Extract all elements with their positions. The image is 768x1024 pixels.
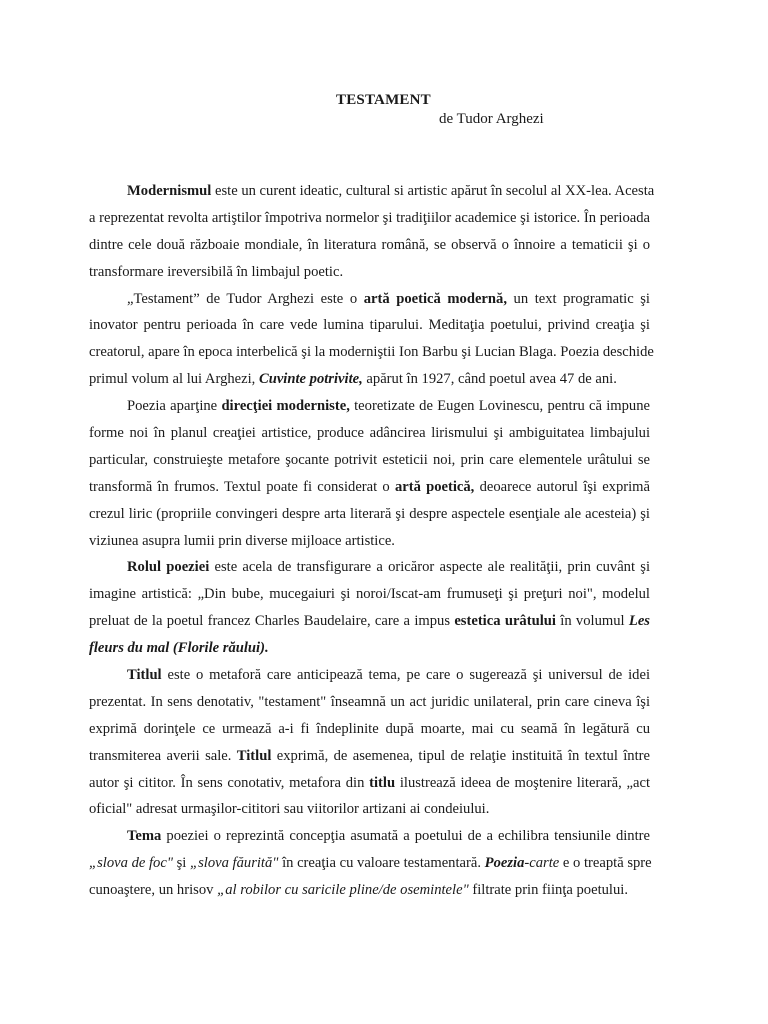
text-run: este acela de transfigurare a oricăror aspecte ale realităţii, prin cuvânt şi [209,559,650,576]
text-line [89,232,650,259]
text-line [89,205,650,232]
text-run: teoretizate de Eugen Lovinescu, pentru că impune [349,398,650,415]
text-line [89,689,650,716]
paragraph [89,554,650,662]
text-line [89,796,650,823]
text-run: particular, construieşte metafore şocante potrivit esteticii noi, prin care elementele urâtului se [89,451,650,468]
text-line [89,770,650,797]
text-run: filtrate prin fiinţa poetului. [468,882,628,899]
paragraph [89,393,650,554]
italic-text: -carte [524,855,560,872]
bold-text: direcţiei moderniste, [221,398,350,415]
document-author: de Tudor Arghezi [439,111,544,127]
text-line [89,312,650,339]
text-run: creatorul, apare în epoca interbelică şi la moderniştii Ion Barbu şi Lucian Blaga. Poezia deschide [89,344,654,361]
text-run: imagine artistică: „Din bube, mucegaiuri şi noroi/Iscat-am frumuseţi şi preţuri noi", modelul [89,586,650,603]
bold-text: Les [628,613,650,630]
text-line [89,581,650,608]
text-run: este o metaforă care anticipează tema, pe care o sugerează şi universul de idei [161,667,650,684]
text-run: cunoaştere, un hrisov [89,882,218,899]
paragraph [89,662,650,823]
bold-text: Tema [127,828,162,845]
text-run: transformare ireversibilă în limbajul poetic. [89,263,344,280]
text-line [89,528,650,555]
text-run: un text programatic şi [506,290,650,307]
text-run: Poezia aparţine [127,398,222,415]
bold-text: titlu [369,774,396,791]
text-run: inovator pentru perioada în care vede lumina tiparului. Meditaţia poetului, privind creaţia şi [89,317,650,334]
text-run: oficial" adresat urmaşilor-cititori sau viitorilor artizani ai condeiului. [89,801,490,818]
text-line [89,339,654,366]
text-run: în volumul [555,613,629,630]
text-line [89,286,650,313]
text-line [89,259,650,286]
text-run: în creaţia cu valoare testamentară. [278,855,485,872]
bold-text: Rolul poeziei [127,559,210,576]
italic-text: „slova de foc" [89,855,173,872]
text-run: deoarece autorul îşi exprimă [474,478,651,495]
text-line [89,366,650,393]
paragraph [89,178,655,286]
text-line [89,608,650,635]
text-line [89,447,650,474]
paragraph [89,286,654,394]
document-title: TESTAMENT [336,92,431,108]
text-run: poeziei o reprezintă concepţia asumată a poetului de a echilibra tensiunile dintre [161,828,650,845]
text-run: „Testament” de Tudor Arghezi este o [127,290,364,307]
text-line [89,743,650,770]
text-run: forme noi în planul creaţiei artistice, produce adâncirea lirismului şi ambiguitatea limbajului [89,425,650,442]
text-line [89,716,650,743]
bold-text: fleurs du mal (Florile răului). [89,640,269,657]
text-line [89,554,650,581]
text-line [89,420,650,447]
text-line [89,635,650,662]
text-run: transmiterea averii sale. [89,747,237,764]
text-run: autor şi cititor. În sens conotativ, metafora din [89,774,370,791]
text-run: viziunea asupra lumii prin diverse mijloace artistice. [89,532,395,549]
bold-text: Modernismul [127,183,212,199]
italic-text: „al robilor cu saricile pline/de osemintele" [217,882,469,899]
text-run: e o treaptă spre [559,855,652,872]
text-line [89,662,650,689]
text-run: este un curent ideatic, cultural si artistic apărut în secolul al XX-lea. Acesta [211,183,655,199]
paragraph [89,823,650,904]
bold-text: Cuvinte potrivite, [258,371,363,388]
text-run: şi [172,855,190,872]
text-run: exprimă, de asemenea, tipul de relaţie instituită în textul între [271,747,650,764]
text-line [89,877,650,904]
text-run: preluat de la poetul francez Charles Baudelaire, care a impus [89,613,455,630]
bold-text: Poezia [484,855,525,872]
bold-text: Titlul [236,747,272,764]
text-line [89,393,650,420]
text-run: apărut în 1927, când poetul avea 47 de ani. [362,371,617,388]
italic-text: „slova făurită" [189,855,279,872]
bold-text: artă poetică, [394,478,475,495]
text-run: prezentat. In sens denotativ, "testament" înseamnă un act juridic unilateral, prin care cineva îşi [89,693,650,710]
text-run: transformă în frumos. Textul poate fi considerat o [89,478,395,495]
text-run: exprimă dorinţele ce urmează a-i fi îndeplinite după moarte, mai cu seamă în legătură cu [89,720,650,737]
document-body [89,178,655,904]
text-run: dintre cele două războaie mondiale, în literatura română, se observă o înnoire a tematicii şi o [89,236,650,253]
text-line [89,850,650,877]
text-run: crezul liric (propriile convingeri despre arta literară şi despre aspectele esenţiale ale acesteia) şi [89,505,650,522]
bold-text: estetica urâtului [454,613,556,630]
text-run: primul volum al lui Arghezi, [89,371,259,388]
bold-text: artă poetică modernă, [363,290,507,307]
text-run: ilustrează ideea de moştenire literară, „act [395,774,651,791]
bold-text: Titlul [127,667,162,684]
text-line [89,501,650,528]
text-line [89,823,650,850]
text-line [89,474,650,501]
text-run: a reprezentat revolta artiştilor împotriva normelor şi tradiţiilor academice şi istorice. În perioada [89,209,650,226]
text-line [89,178,655,205]
